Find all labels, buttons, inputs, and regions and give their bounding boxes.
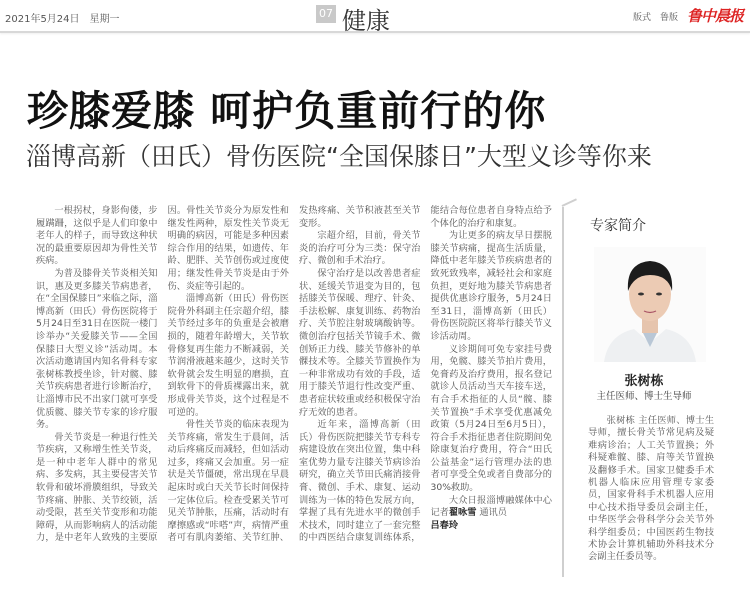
doctor-bio: 张树栋 主任医师、博士生导师，擅长骨关节常见病及疑难病诊治；人工关节置换；外科疑难髋、膝、肩等关节置换及翻修手术。国家卫健委手术机器人临床应用管理专家委员，国家骨科手术机器人应用中心技术指导委员会副主任，中华医学会骨科学分会关节外科学组委员；中国医药生物技术协会计算机辅助外科技术分会副主任委员等。: [588, 415, 714, 563]
edition-info: [633, 10, 687, 23]
issue-date: [5, 10, 130, 25]
section-title: 健康: [342, 7, 390, 35]
article-paragraph: 为让更多的病友早日摆脱膝关节病痛，提高生活质量，降低中老年膝关节疾病患者的致死致残率，减轻社会和家庭负担，更好地为膝关节病患者提供优惠诊疗服务，5月24日至31日，淄博高新（田氏）骨伤医院院区将举行膝关节义诊活动周。: [430, 230, 552, 342]
article-body: [36, 205, 552, 545]
byline: [431, 495, 553, 533]
doctor-photo: [594, 247, 706, 362]
correspondent-label: 通讯员: [479, 507, 507, 519]
doctor-name: 张树栋: [624, 374, 664, 389]
page-number-badge: 07: [316, 5, 336, 23]
weekday-text: 星期一: [89, 14, 120, 25]
article-paragraph: 近年来，淄博高新（田氏）骨伤医院把膝关节专科专病建设放在突出位置，集中科室优势力量专注膝关节病诊治研究，确立关节田氏痛消接骨膏、微创、手术、康复、运动训练为一体的特色发展方向，掌握了具有先进水平的微创手术技术，同时建立了一套完整的中西医结合康复训练体系，能结合每位患者自身特点给予个体化的治疗和康复。: [299, 205, 552, 544]
expert-profile-title: 专家简介: [590, 218, 646, 234]
reporter-name: 翟咏雪: [448, 507, 477, 519]
format-label: 版式: [633, 13, 652, 23]
article-paragraph: 骨关节炎是一种退行性关节疾病，又称增生性关节炎，是一种中老年人群中的常见病、多发病，其主要侵害关节软骨和破坏滑膜组织，导致关节疼痛、肿胀、关节绞锁，活动受限，甚至关节变形和功能障碍，从而影响病人的活动能力，是中老年人致残的主要原因。骨性关节炎分为原发性和继发性两种，原发性关节炎无明确的病因，可能是多种因素综合作用的结果，如遗传、年龄、肥胖、关节创伤或过度使用；继发性骨关节炎是由于外伤、炎症等引起的。: [36, 205, 289, 544]
article-paragraph: 骨性关节炎的临床表现为关节疼痛，常发生于晨间，活动后疼痛反而减轻，但如活动过多，疼痛又会加重。另一症状是关节僵硬，常出现在早晨起床时或白天关节长时间保持一定体位后。检查受累关节可见关节肿胀，压痛，活动时有摩擦感或“咔嗒”声，病情严重者可有肌肉萎缩、关节红肿、发热疼痛、关节积液甚至关节变形。: [167, 205, 421, 544]
date-text: 2021年5月24日: [5, 14, 80, 25]
headline: 珍膝爱膝 呵护负重前行的你: [27, 87, 547, 135]
article-paragraph: 义诊期间可免专家挂号费用，免髋、膝关节拍片费用，免膏药及治疗费用，报名登记就诊人员活动当天车接车送，有合手术指征的人员“髋、膝关节置换”手术享受优惠减免政策（5月24日至6月5日），符合手术指征患者住院期间免除康复治疗费用，符合“田氏公益基金”运行管理办法的患者可享受全免或者自费部分的30%救助。: [430, 343, 552, 494]
article-paragraph: 保守治疗是以改善患者症状、延缓关节退变为目的，包括膝关节保暖、理疗、针灸、手法松解、康复训练、药物治疗、关节腔注射玻璃酸钠等。微创治疗包括关节镜手术、微创矫正力线、膝关节修补的单髁技术等。全膝关节置换作为一种非常成功有效的手段，适用于膝关节退行性改变严重、患者症状较重或经积极保守治疗无效的患者。: [299, 267, 421, 418]
correspondent-name: 吕春玲: [430, 519, 459, 531]
page-header: [0, 0, 750, 33]
article-paragraph: 宗超介绍，目前，骨关节炎的治疗可分为三类：保守治疗、微创和手术治疗。: [299, 230, 421, 267]
newspaper-logo: 鲁中晨报: [687, 7, 744, 25]
article-paragraph: 一根拐杖，身影佝偻，步履蹒跚，这似乎是人们印象中老年人的样子，而导致这种状况的最重要原因却为骨性关节疾病。: [36, 205, 158, 267]
subheadline: 淄博高新（田氏）骨伤医院“全国保膝日”大型义诊等你来: [26, 142, 652, 171]
doctor-title: 主任医师、博士生导师: [596, 391, 692, 402]
byline-prefix: 大众日报淄博融媒体中心记者: [430, 494, 552, 519]
article-paragraph: 淄博高新（田氏）骨伤医院骨外科副主任宗超介绍，膝关节经过多年的负重是会被磨损的，随着年龄增大，关节软骨修复再生能力不断减弱，关节润滑液越来越少，这时关节软骨就会发生明显的磨损，直到软骨下的骨质裸露出来，就形成骨关节炎，这个过程是不可逆的。: [167, 293, 289, 418]
expert-profile-box: [562, 207, 724, 577]
edition-label: 鲁版: [660, 13, 679, 23]
article-paragraph: 为普及膝骨关节炎相关知识，惠及更多膝关节病患者，在“全国保膝日”来临之际，淄博高新（田氏）骨伤医院将于5月24日至31日在医院一楼门诊举办“关爱膝关节——全国保膝日大型义诊”活动周。本次活动邀请国内知名骨科专家张树栋教授坐诊，针对髋、膝关节疾病患者进行诊断治疗，让淄博市民不出家门就可享受优质髋、膝关节专家的诊疗服务。: [36, 267, 158, 431]
